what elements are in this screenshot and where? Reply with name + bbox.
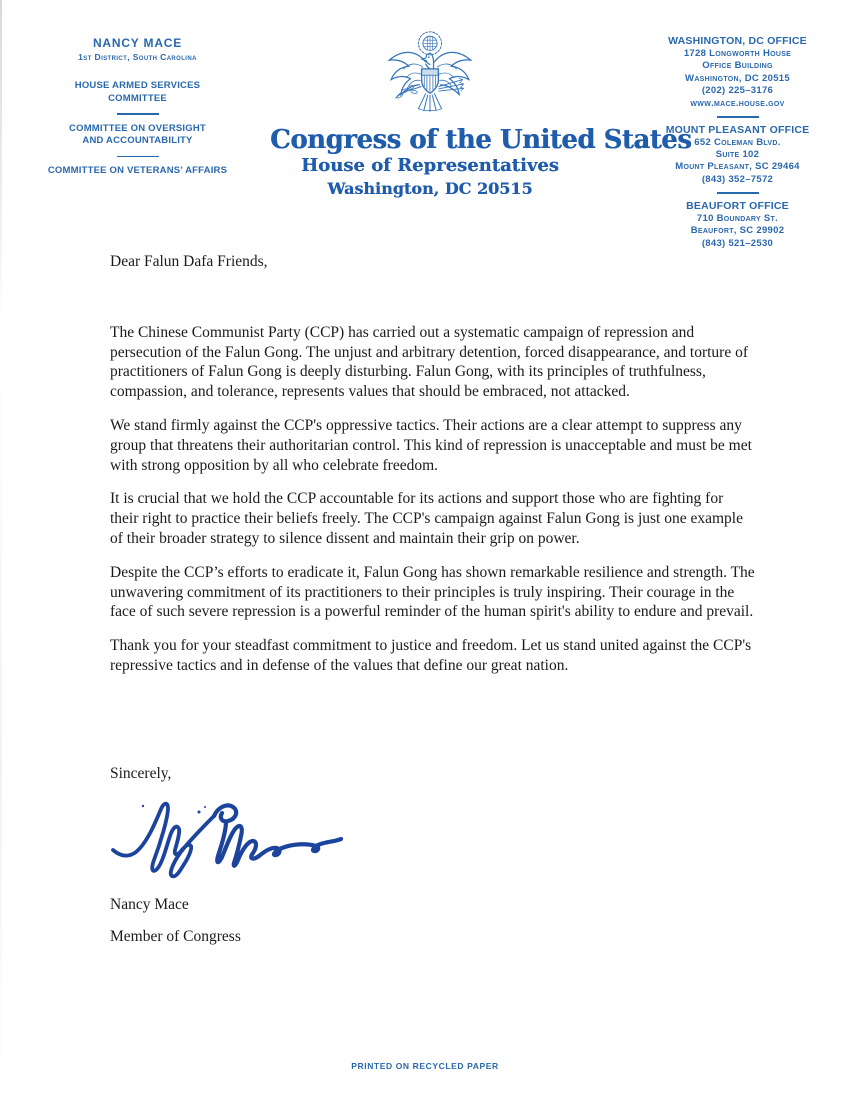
office-line: (843) 521–2530: [701, 237, 774, 249]
office-website: www.mace.house.gov: [690, 97, 785, 109]
committee-line: COMMITTEE ON VETERANS’ AFFAIRS: [47, 165, 228, 177]
office-line: 1728 Longworth House: [683, 48, 792, 59]
paragraph-2: We stand firmly against the CCP's oppressive tactics. Their actions are a clear attempt to suppress any group that threatens their authoritarian control. This kind of repression is unacceptable and must be met with strong opposition by all who celebrate freedom.: [110, 416, 752, 474]
office-line: Suite 102: [715, 149, 760, 161]
office-line: (202) 225–3176: [701, 85, 774, 97]
page-footer: [0, 1056, 850, 1074]
paragraph-1: The Chinese Communist Party (CCP) has carried out a systematic campaign of repression and persecution of the Falun Gong. The unjust and arbitrary detention, forced disappearance, and torture of practitioners of Falun Gong is deeply disturbing. Falun Gong, with its principles of truthfulness, compassion, and tolerance, represents values that should be embraced, not attacked.: [110, 323, 749, 401]
committee-line: HOUSE ARMED SERVICES: [74, 80, 201, 91]
committee-armed-services: [40, 80, 235, 105]
signature-name: Nancy Mace: [110, 895, 189, 913]
office-line: (843) 352–7572: [701, 173, 774, 185]
letter-content: [110, 252, 755, 947]
divider: [717, 192, 759, 194]
scan-edge-artifact: [0, 0, 2, 1100]
office-addresses: [640, 35, 835, 250]
signature-title: Member of Congress: [110, 928, 241, 946]
washington-dc-line: Washington, DC 20515: [327, 179, 533, 198]
office-line: 710 Boundary St.: [696, 212, 779, 224]
committee-line: COMMITTEE: [108, 92, 167, 104]
house-subtitle: House of Representatives: [301, 155, 559, 176]
congress-header: [270, 30, 692, 200]
recycled-paper-note: PRINTED ON RECYCLED PAPER: [351, 1061, 499, 1071]
salutation: Dear Falun Dafa Friends,: [110, 253, 268, 270]
divider: [117, 156, 159, 158]
committee-oversight: [40, 123, 235, 148]
office-name: MOUNT PLEASANT OFFICE: [665, 123, 810, 136]
member-district: 1st District, South Carolina: [78, 52, 197, 62]
office-name: WASHINGTON, DC OFFICE: [668, 35, 807, 47]
office-mount-pleasant: [640, 124, 835, 187]
committee-line: AND ACCOUNTABILITY: [82, 135, 193, 147]
office-name: BEAUFORT OFFICE: [686, 199, 789, 212]
office-line: Mount Pleasant, SC 29464: [675, 161, 800, 173]
congress-title: Congress of the United States: [270, 125, 692, 155]
committee-veterans-affairs: [40, 165, 235, 178]
great-seal-eagle-icon: [377, 30, 483, 122]
closing: Sincerely,: [110, 764, 172, 782]
divider: [717, 116, 759, 118]
committee-line: COMMITTEE ON OVERSIGHT: [69, 122, 206, 134]
office-line: Washington, DC 20515: [685, 72, 790, 84]
handwritten-signature: [106, 796, 755, 891]
divider: [117, 113, 159, 115]
office-line: Beaufort, SC 29902: [690, 225, 785, 237]
paragraph-4: Despite the CCP’s efforts to eradicate it, Falun Gong has shown remarkable resilience and strength. The unwavering commitment of its practitioners to their principles is truly inspiring. Their courage in the face of such severe repression is a powerful reminder of the human spirit's ability to endure and prevail.: [110, 563, 755, 621]
member-info: [40, 36, 235, 178]
office-line: Office Building: [702, 60, 773, 72]
paragraph-5: Thank you for your steadfast commitment to justice and freedom. Let us stand united against the CCP's repressive tactics and in defense of the values that define our great nation.: [110, 637, 752, 674]
office-beaufort: [640, 200, 835, 250]
paragraph-3: It is crucial that we hold the CCP accountable for its actions and support those who are fighting for their right to practice their beliefs freely. The CCP's campaign against Falun Gong is just one example of their broader strategy to silence dissent and maintain their grip on power.: [110, 490, 743, 547]
member-name: NANCY MACE: [92, 36, 183, 50]
office-washington-dc: [640, 35, 835, 110]
signature-ink-icon: [106, 796, 356, 891]
office-line: 652 Coleman Blvd.: [694, 136, 781, 148]
